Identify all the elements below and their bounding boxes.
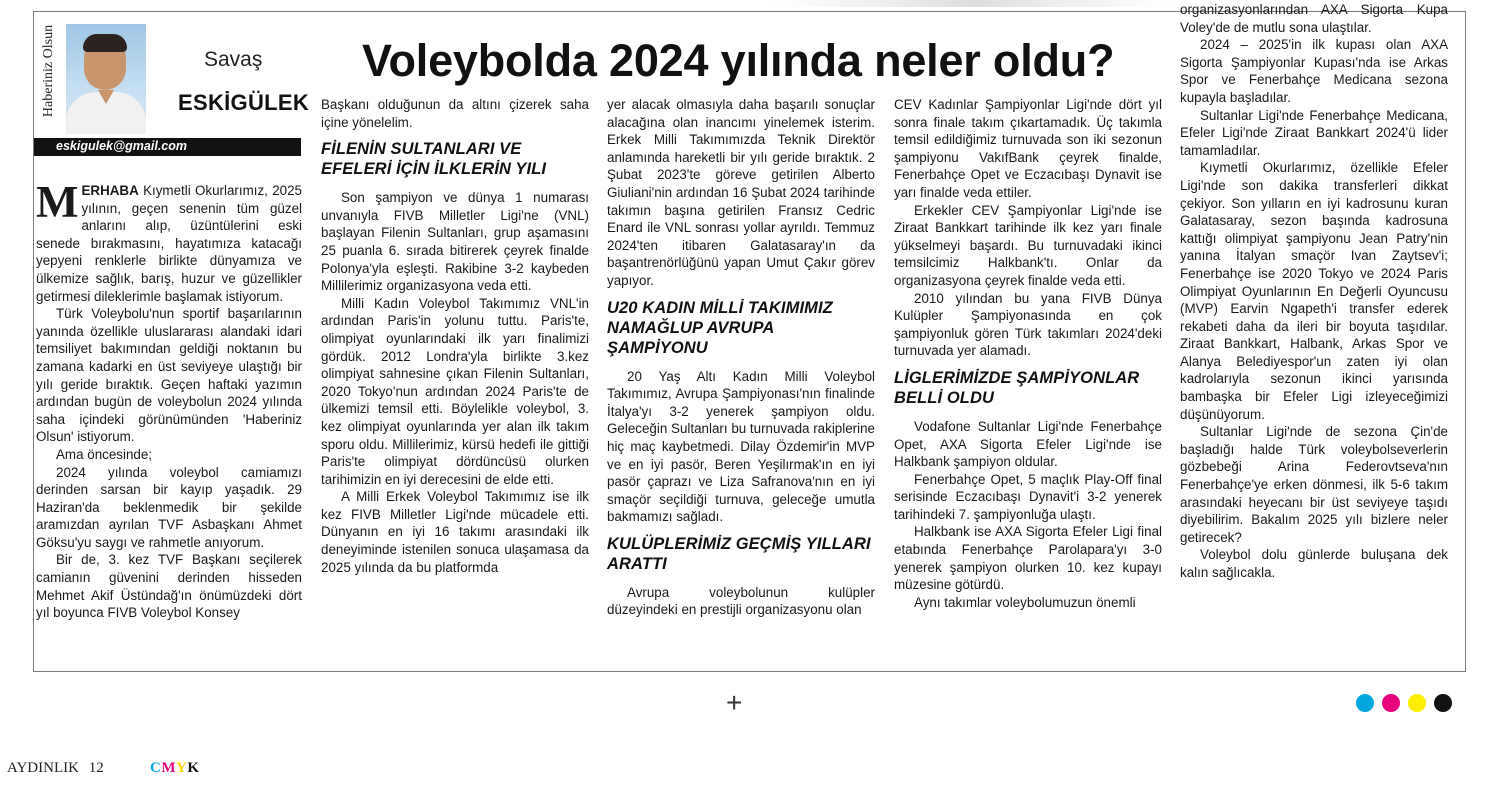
lead-text: Kıymetli Okurlarımız, 2025 yılının, geçen senenin tüm güzel anlarını alıp, üzüntülerini eski senede bırakmasını, hayatımıza katacağı yepyeni renklerle birlikte dünyamıza ve ülkemize sağlık, barış, huzur ve güzellikler getirmesi dileklerimle başlamak istiyorum. [36,183,302,304]
lead-paragraph [36,177,302,305]
paragraph: 20 Yaş Altı Kadın Milli Voleybol Takımımız, Avrupa Şampiyonası'nın finalinde İtalya'yı 3-2 yenerek şampiyon oldu. Geleceğin Sultanları bu turnuvada rakiplerine hiç maç kaybetmedi. Dilay Özdemir'in MVP ve en iyi pasör, Beren Yeşilırmak'ın en iyi pasör çaprazı ve Liza Safranova'nın en iyi smaçör seçildiği turnuva, geleceğe umutla bakmamızı sağladı. [607,368,875,525]
paragraph: Son şampiyon ve dünya 1 numarası unvanıyla FIVB Milletler Ligi'ne (VNL) başlayan Filenin Sultanları, grup aşamasını 25 puanla 6. sırada bitirerek çeyrek finalde Polonya'yla eşleşti. Rakibine 3-2 kaybeden Millilerimiz organizasyona veda etti. [321,190,589,294]
section-heading: LİGLERİMİZDE ŞAMPİYONLAR BELLİ OLDU [894,368,1140,407]
registration-dot [1408,694,1426,712]
lead-word: ERHABA [81,183,139,198]
cmyk-letter: C [150,760,162,776]
registration-dot [1434,694,1452,712]
paragraph: Vodafone Sultanlar Ligi'nde Fenerbahçe Opet, AXA Sigorta Efeler Ligi'nde ise Halkbank şampiyon oldular. [894,418,1162,470]
author-email-bar [34,138,301,156]
cmyk-letter: K [187,760,200,776]
paragraph: Halkbank ise AXA Sigorta Efeler Ligi final etabında Fenerbahçe Parolapara'yı 3-0 yenerek şampiyon olurken 10. kez kupayı müzesine götürdü. [894,524,1162,593]
section-heading: FİLENİN SULTANLARI VE EFELERİ İÇİN İLKLERİN YILI [321,140,547,179]
cmyk-letter: M [161,760,177,776]
paragraph: Aynı takımlar voleybolumuzun önemli [914,594,1136,610]
paragraph: 2010 yılından bu yana FIVB Dünya Kulüpler Şampiyonasında en çok şampiyonluk gören Türk takımları 2024'deki turnuvada yer alamadı. [894,290,1162,359]
author-last-name: ESKİGÜLEK [178,90,310,115]
page-footer [7,760,104,777]
section-label: Haberiniz Olsun [41,24,56,118]
drop-cap: M [36,177,79,227]
paragraph: A Milli Erkek Voleybol Takımımız ise ilk kez FIVB Milletler Ligi'nde mücadele etti. Dünyanın en iyi 16 takımı arasındaki ilk deneyiminde istenilen sonuca ulaşamasa da 2025 yılında da bu platformda [321,489,589,575]
registration-dot [1356,694,1374,712]
article-column-2 [321,96,589,576]
paragraph: Erkekler CEV Şampiyonlar Ligi'nde ise Ziraat Bankkart tarihinde ilk kez yarı finale yükselmeyi başardı. Bu turnuvadaki ikinci temsilcimiz Halkbank'tı. Onlar da organizasyona çeyrek finalde veda etti. [894,202,1162,288]
paragraph: Ama öncesinde; [56,446,153,462]
article-column-1 [36,177,302,622]
cmyk-letter: Y [176,760,188,776]
paragraph: Voleybol dolu günlerde buluşana dek kalın sağlıcakla. [1180,547,1448,580]
section-heading: KULÜPLERİMİZ GEÇMİŞ YILLARI ARATTI [607,534,871,573]
paragraph: Fenerbahçe Opet, 5 maçlık Play-Off final serisinde Eczacıbaşı Dynavit'i 3-2 yenerek tarihindeki 7. şampiyonluğa ulaştı. [894,471,1162,522]
top-image-strip [768,0,1178,7]
author-photo [66,24,146,134]
paragraph: 2024 yılında voleybol camiamızı derinden sarsan bir kayıp yaşadık. 29 Haziran'da beklenmedik bir şekilde aramızdan ayrılan TVF Asbaşkanı Ahmet Göksu'yu saygı ve rahmetle anıyorum. [36,464,302,550]
article-column-4 [894,96,1162,611]
newspaper-name: AYDINLIK [7,760,79,776]
section-heading: U20 KADIN MİLLİ TAKIMIMIZ NAMAĞLUP AVRUPA ŞAMPİYONU [607,298,833,357]
paragraph: Kıymetli Okurlarımız, özellikle Efeler Ligi'nde son dakika transferleri dikkat çekiyor. Son yılların en iyi kadrosunu kuran Galatasaray, sezon başında kadrosuna kattığı olimpiyat şampiyonu Jean Patry'nin yanına İtalyan smaçör Ivan Zaytsev'i; Fenerbahçe ise 2020 Tokyo ve 2024 Paris Olimpiyat Oyunlarının En Değerli Oyuncusu (MVP) Earvin Ngapeth'i transfer ederek rekabeti daha da ileri bir boyuta taşıdılar. Ziraat Bankkart, Halbank, Arkas Spor ve Alanya Belediyespor'un zaten iyi olan kadrolarıyla sezonun ikinci yarısında bambaşka bir Efeler Ligi izleyeceğimizi düşünüyorum. [1180,160,1448,422]
registration-dot [1382,694,1400,712]
article-headline: Voleybolda 2024 yılında neler oldu? [362,35,1115,86]
paragraph: Bir de, 3. kez TVF Başkanı seçilerek camianın güvenini derinden hisseden Mehmet Akif Üstündağ'ın önümüzdeki dört yıl boyunca FIVB Voleybol Konsey [36,552,302,621]
author-first-name: Savaş [204,48,263,71]
paragraph: Türk Voleybolu'nun sportif başarılarının yanında özellikle uluslararası alandaki idari temsiliyet bakımından geldiği noktanın bu zamana kadarki en üst seviyeye ulaştığı bir yılı geride bıraktık. Geçen haftaki yazımın ardından bugün de voleybolun 2024 yılında saha içindeki görünümünden 'Haberiniz Olsun' istiyorum. [36,306,302,445]
paragraph: Avrupa voleybolunun kulüpler düzeyindeki en prestijli organizasyonu olan [607,584,875,618]
columnist-header [34,18,310,166]
paragraph: CEV Kadınlar Şampiyonlar Ligi'nde dört yıl sonra finale takım çıkartamadık. Üç takımla temsil edildiğimiz turnuvada son iki sezonun şampiyonu VakıfBank çeyrek finalde, Fenerbahçe Opet ve Eczacıbaşı Dynavit ise yarı finalde veda ettiler. [894,97,1162,200]
paragraph: Başkanı olduğunun da altını çizerek saha içine yönelelim. [321,97,589,130]
paragraph: 2024 – 2025'in ilk kupası olan AXA Sigorta Şampiyonlar Kupası'nda ise Arkas Spor ve Fenerbahçe Medicana sezona kupayla başladılar. [1180,37,1448,105]
paragraph: Milli Kadın Voleybol Takımımız VNL'in ardından Paris'in yolunu tuttu. Paris'te, olimpiyat oyunlarındaki ilk yarı finalimizi gördük. 2012 Londra'yla birlikte 3.kez olimpiyat sahnesine çıkan Filenin Sultanları, 2020 Tokyo'nun ardından 2024 Paris'te de ülkemizi temsil etti. Böylelikle voleybol, 3. kez olimpiyat oyunlarında yer alan ilk takım sporu oldu. Millilerimiz, kürsü hedefi ile gittiği Paris'te olimpiyat dördüncüsü olurken tarihimizin en iyi derecesini de elde etti. [321,295,589,487]
page-number: 12 [88,760,104,776]
color-registration-dots [1356,694,1460,717]
article-column-3 [607,96,875,619]
paragraph: Sultanlar Ligi'nde de sezona Çin'de başladığı halde Türk voleybolseverlerin gözbebeği Arina Federovtseva'nın Fenerbahçe'ye erken dönmesi, ilk 5-6 takım arasındaki heyecanı bir üst seviyeye taşıdı diyebilirim. Bakalım 2025 yılı bizlere neler getirecek? [1180,424,1448,545]
paragraph: yer alacak olmasıyla daha başarılı sonuçlar alacağına olan inancımı yinelemek isterim. Erkek Milli Takımımızda Teknik Direktör anlamında hareketli bir yılı geride bıraktık. 2 Şubat 2023'te göreve getirilen Alberto Giuliani'nin ardından 16 Şubat 2024 tarihinde takımın başına getirilen Fransız Cedric Enard ile VNL sonrası yollar ayrıldı. Temmuz 2024'ten itibaren Galatasaray'ın da başantrenörlüğünü yapan Umut Çakır görev yapıyor. [607,97,875,288]
article-column-5 [1180,1,1448,582]
paragraph: Sultanlar Ligi'nde Fenerbahçe Medicana, Efeler Ligi'nde Ziraat Bankkart 2024'ü lider tamamladılar. [1180,107,1448,158]
cmyk-label [150,760,200,777]
registration-mark: + [726,687,743,718]
author-email[interactable]: eskigulek@gmail.com [56,139,187,153]
article-frame [33,2,1466,672]
paragraph: organizasyonlarından AXA Sigorta Kupa Voley'de de mutlu sona ulaştılar. [1180,2,1448,35]
